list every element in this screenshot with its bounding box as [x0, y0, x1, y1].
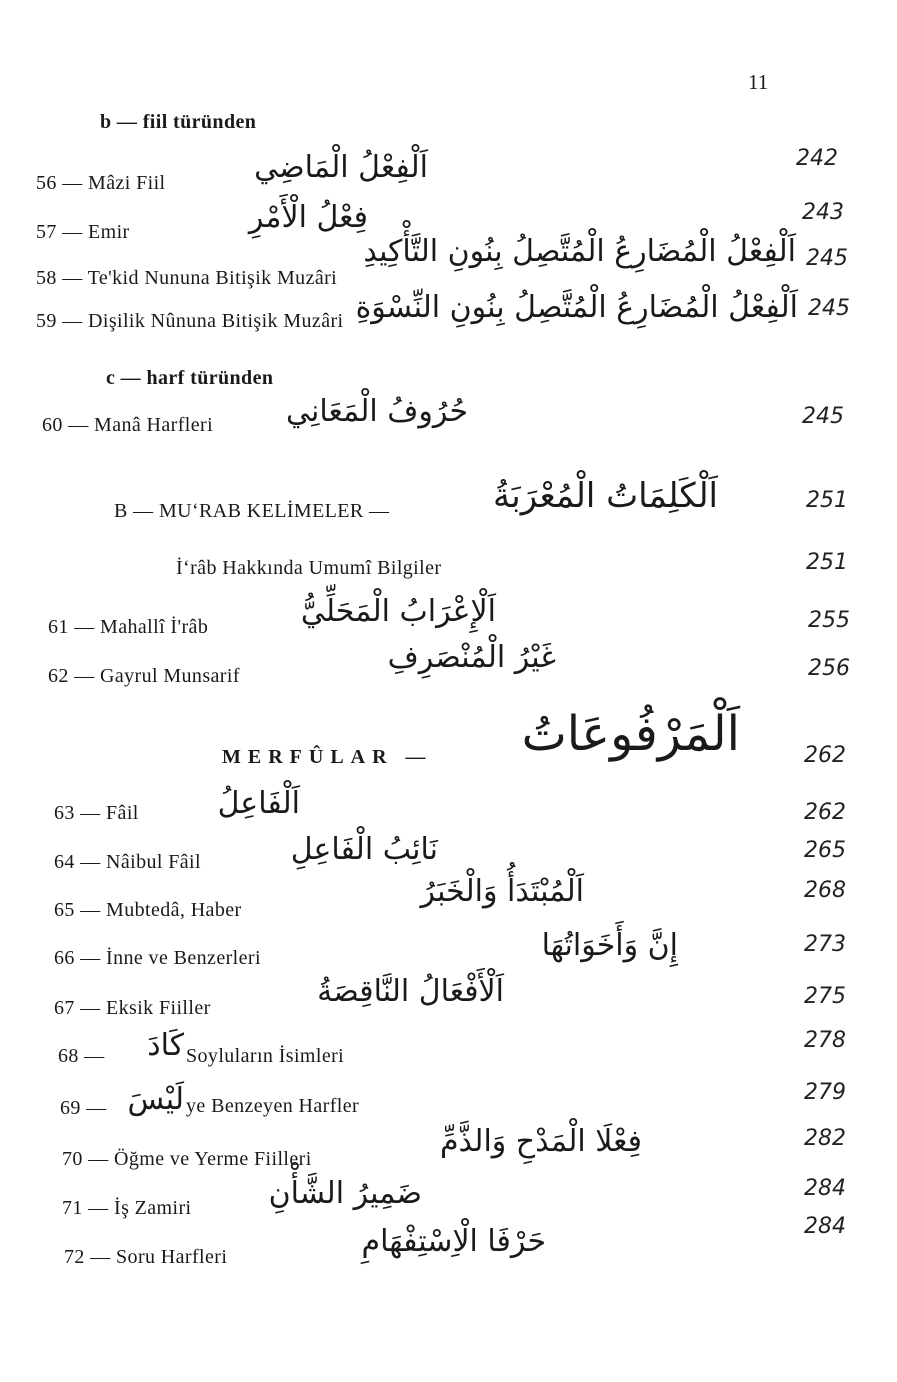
entry-number: 63	[54, 802, 75, 824]
entry-63-label: 63 — Fâil	[54, 802, 139, 824]
entry-56-label: 56 — Mâzi Fiil	[36, 172, 166, 194]
entry-title: Te'kid Nununa Bitişik Muzâri	[87, 267, 338, 289]
entry-62-label: 62 — Gayrul Munsarif	[48, 665, 240, 687]
entry-70-page: 282	[804, 1126, 846, 1151]
entry-number: 67	[54, 997, 75, 1019]
entry-title: Dişilik Nûnuna Bitişik Muzâri	[88, 310, 344, 332]
entry-58-label: 58 — Te'kid Nununa Bitişik Muzâri	[36, 267, 338, 289]
entry-72-arabic: حَرْفَا الْاِسْتِفْهَامِ	[361, 1224, 546, 1259]
entry-57-arabic: فِعْلُ الْأَمْرِ	[248, 200, 368, 235]
entry-number: 64	[54, 851, 75, 873]
heading-murab-kelimeler: B — MU‘RAB KELİMELER —	[114, 500, 390, 522]
entry-67-page: 275	[804, 984, 846, 1009]
heading-murab-page: 251	[806, 488, 848, 513]
entry-title: İnne ve Benzerleri	[106, 947, 261, 969]
entry-59-arabic: اَلْفِعْلُ الْمُضَارِعُ الْمُتَّصِلُ بِنُونِ النِّسْوَةِ	[355, 290, 798, 325]
entry-60-arabic: حُرُوفُ الْمَعَانِي	[285, 394, 468, 429]
entry-56-page: 242	[796, 146, 838, 171]
entry-number: 57	[36, 221, 57, 243]
heading-murab-arabic: اَلْكَلِمَاتُ الْمُعْرَبَةُ	[493, 476, 718, 516]
entry-title: Fâil	[106, 802, 139, 824]
entry-63-arabic: اَلْفَاعِلُ	[217, 786, 300, 821]
entry-68-page: 278	[804, 1028, 846, 1053]
entry-number: 58	[36, 267, 57, 289]
entry-title: Emir	[88, 221, 130, 243]
entry-title: Nâibul Fâil	[106, 851, 201, 873]
entry-68-label: 68 —	[58, 1045, 105, 1067]
entry-69-arabic: لَيْسَ	[127, 1082, 184, 1117]
entry-61-label: 61 — Mahallî İ'râb	[48, 616, 209, 638]
entry-68-title: Soyluların İsimleri	[186, 1045, 345, 1067]
entry-number: 62	[48, 665, 69, 687]
entry-number: 61	[48, 616, 69, 638]
entry-66-label: 66 — İnne ve Benzerleri	[54, 947, 261, 969]
entry-61-page: 255	[808, 608, 850, 633]
entry-61-arabic: اَلْإِعْرَابُ الْمَحَلِّيُّ	[300, 594, 496, 629]
entry-59-label: 59 — Dişilik Nûnuna Bitişik Muzâri	[36, 310, 344, 332]
entry-title: Mubtedâ, Haber	[106, 899, 242, 921]
entry-title: Öğme ve Yerme Fiilleri	[114, 1148, 312, 1170]
entry-62-page: 256	[808, 656, 850, 681]
entry-66-arabic: إِنَّ وَأَخَوَاتُهَا	[541, 928, 678, 963]
heading-merfular-page: 262	[804, 743, 846, 768]
entry-72-label: 72 — Soru Harfleri	[64, 1246, 228, 1268]
entry-64-label: 64 — Nâibul Fâil	[54, 851, 201, 873]
entry-69-title: ye Benzeyen Harfler	[186, 1095, 360, 1117]
entry-71-arabic: ضَمِيرُ الشَّأْنِ	[268, 1176, 422, 1211]
entry-67-arabic: اَلْأَفْعَالُ النَّاقِصَةُ	[317, 974, 504, 1009]
entry-65-page: 268	[804, 878, 846, 903]
entry-title: Mâzi Fiil	[88, 172, 166, 194]
entry-title: Soru Harfleri	[116, 1246, 228, 1268]
entry-number: 65	[54, 899, 75, 921]
entry-number: 68	[58, 1045, 79, 1067]
irab-general-info-page: 251	[806, 550, 848, 575]
entry-number: 71	[62, 1197, 83, 1219]
entry-title: Mahallî İ'râb	[100, 616, 209, 638]
entry-65-label: 65 — Mubtedâ, Haber	[54, 899, 242, 921]
entry-title: Manâ Harfleri	[94, 414, 214, 436]
subsection-heading-harf: c — harf türünden	[106, 367, 274, 389]
entry-70-label: 70 — Öğme ve Yerme Fiilleri	[62, 1148, 312, 1170]
entry-57-page: 243	[802, 200, 844, 225]
entry-title: Eksik Fiiller	[106, 997, 211, 1019]
entry-71-page: 284	[804, 1176, 846, 1201]
entry-68-arabic: كَادَ	[147, 1028, 184, 1063]
entry-56-arabic: اَلْفِعْلُ الْمَاضِي	[254, 150, 428, 185]
entry-60-page: 245	[802, 404, 844, 429]
entry-number: 72	[64, 1246, 85, 1268]
entry-title: İş Zamiri	[114, 1197, 192, 1219]
entry-title: Gayrul Munsarif	[100, 665, 240, 687]
entry-60-label: 60 — Manâ Harfleri	[42, 414, 214, 436]
entry-72-page: 284	[804, 1214, 846, 1239]
entry-number: 60	[42, 414, 63, 436]
heading-merfular-arabic: اَلْمَرْفُوعَاتُ	[521, 706, 740, 762]
entry-59-page: 245	[808, 296, 850, 321]
subsection-heading-fiil: b — fiil türünden	[100, 111, 257, 133]
page-number: 11	[748, 70, 769, 94]
entry-62-arabic: غَيْرُ الْمُنْصَرِفِ	[387, 640, 556, 675]
entry-65-arabic: اَلْمُبْتَدَأُ وَالْخَبَرُ	[420, 874, 584, 909]
entry-70-arabic: فِعْلَا الْمَدْحِ وَالذَّمِّ	[439, 1124, 642, 1159]
entry-number: 56	[36, 172, 57, 194]
entry-71-label: 71 — İş Zamiri	[62, 1197, 192, 1219]
entry-69-label: 69 —	[60, 1097, 107, 1119]
entry-number: 66	[54, 947, 75, 969]
entry-58-page: 245	[806, 246, 848, 271]
entry-66-page: 273	[804, 932, 846, 957]
entry-69-page: 279	[804, 1080, 846, 1105]
heading-merfular: MERFÛLAR —	[222, 746, 433, 768]
entry-number: 69	[60, 1097, 81, 1119]
entry-64-page: 265	[804, 838, 846, 863]
entry-number: 59	[36, 310, 57, 332]
irab-general-info: İ‘râb Hakkında Umumî Bilgiler	[176, 557, 442, 579]
entry-number: 70	[62, 1148, 83, 1170]
entry-63-page: 262	[804, 800, 846, 825]
entry-58-arabic: اَلْفِعْلُ الْمُضَارِعُ الْمُتَّصِلُ بِنُونِ التَّأْكِيدِ	[363, 234, 796, 269]
entry-57-label: 57 — Emir	[36, 221, 130, 243]
entry-67-label: 67 — Eksik Fiiller	[54, 997, 211, 1019]
entry-64-arabic: نَائِبُ الْفَاعِلِ	[290, 832, 438, 867]
